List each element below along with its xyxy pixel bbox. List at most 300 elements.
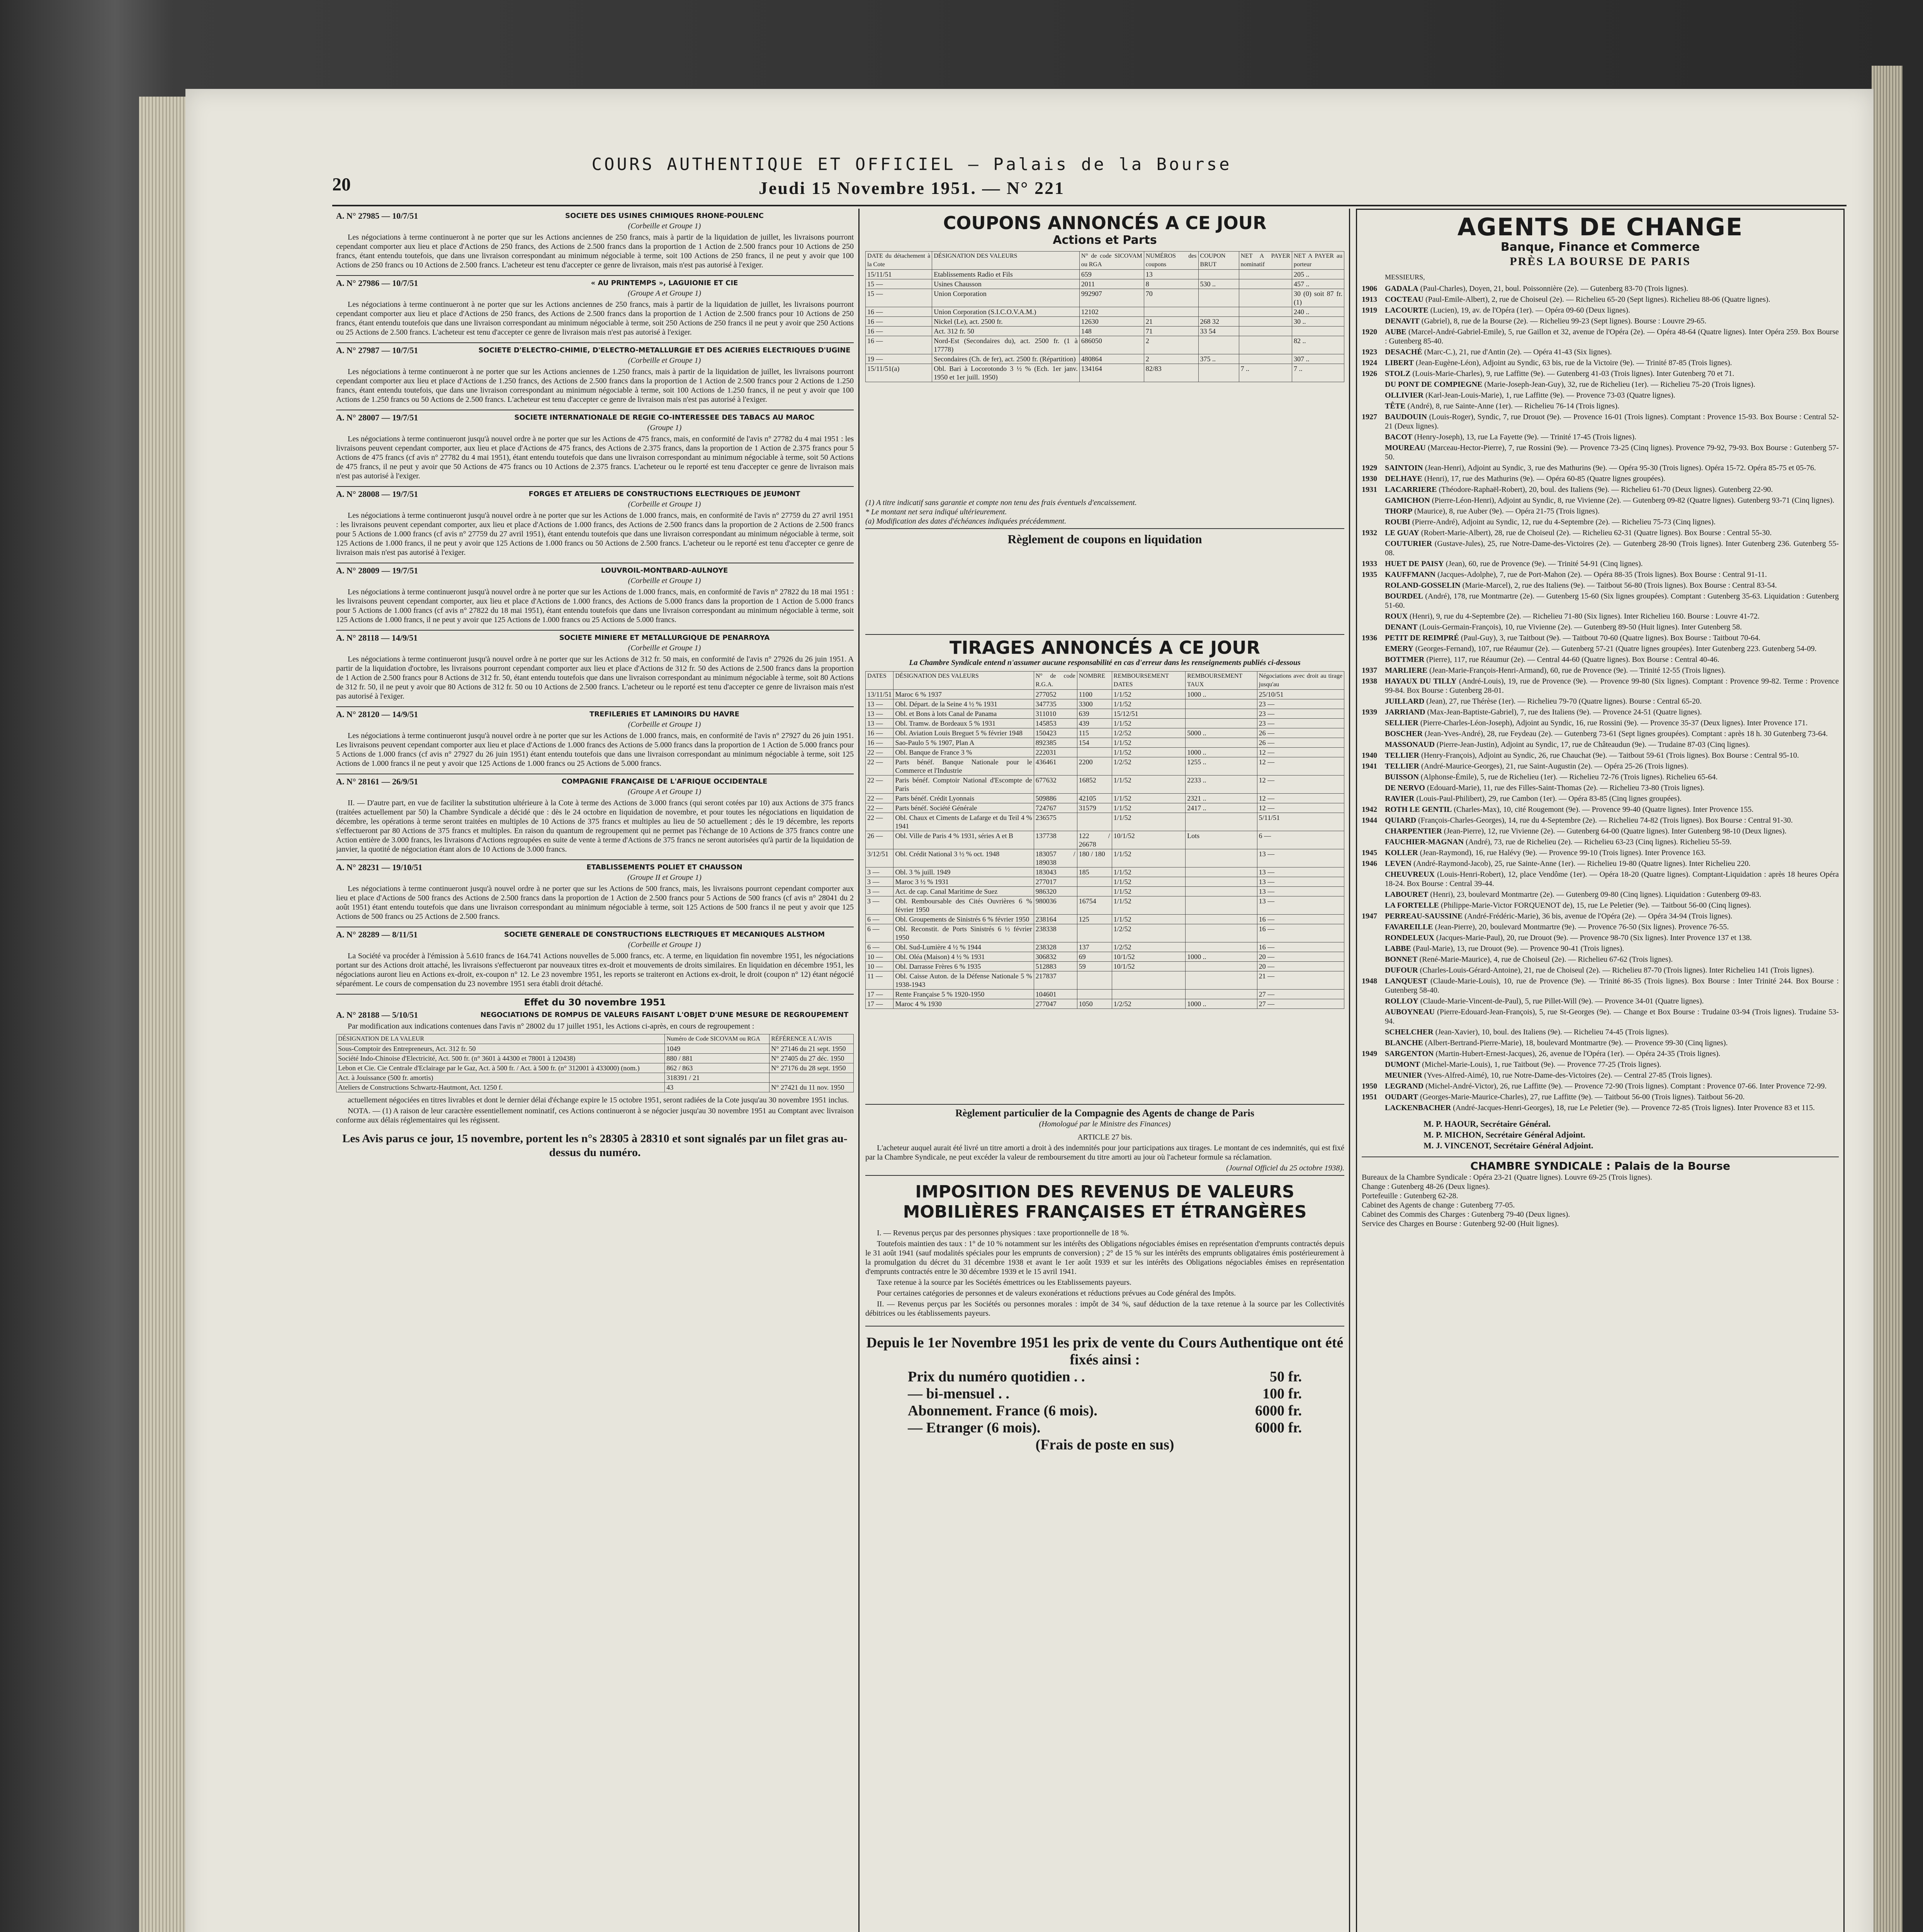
- announcement-text: Les négociations à terme continueront jusqu'à nouvel ordre à ne porter que sur les Actions de 312 fr. 50 mais, en conformité de l'avis n° 27926 du 26 juin 1951. A partir de la liquidation d'octobre, les livraisons pourront cependant comporter aux lieu et place d'Actions de 312 fr. 50 des Actions de 2.500 francs dans la proportion de 1 Action de 2.500 francs pour 8 Actions de 312 fr. 50, étant entendu toutefois que dans une livraison correspondant au minimum négociable à terme, soit 80 Actions de 312 fr. 50, il ne peut y avoir que 80 Actions de 312 fr. 50 ou 10 Actions de 2.500 francs. L'acheteur ou le reporté est tenu d'accepter ce genre de livraison mais n'est pas autorisé à l'exiger.: [336, 655, 854, 701]
- company-group: (Corbeille et Groupe 1): [628, 500, 701, 509]
- agent-body: [1385, 1071, 1712, 1080]
- announcement-company: [475, 566, 854, 586]
- agent-body: [1385, 347, 1612, 357]
- table-cell: Obl. Oléa (Maison) 4 ½ % 1931: [894, 952, 1034, 962]
- agent-name: ROUBI: [1385, 518, 1410, 526]
- company-group: (Corbeille et Groupe 1): [628, 720, 701, 729]
- table-cell: 12 —: [1257, 794, 1344, 803]
- agent-entry: [1362, 581, 1839, 590]
- table-cell: 205 ..: [1292, 270, 1344, 279]
- agent-entry: [1362, 966, 1839, 975]
- table-cell: [1186, 738, 1257, 748]
- table-row: [866, 289, 1344, 307]
- table-row: [336, 1083, 854, 1092]
- table-row: [866, 867, 1344, 877]
- table-cell: 892385: [1034, 738, 1077, 748]
- agent-body: [1385, 697, 1702, 706]
- agent-year: 1936: [1362, 634, 1377, 642]
- agent-body: [1385, 412, 1839, 431]
- table-cell: 222031: [1034, 748, 1077, 757]
- table-header: Négociations avec droit au tirage jusqu'au: [1257, 672, 1344, 690]
- agent-year: [1362, 1027, 1385, 1037]
- table-cell: [1186, 813, 1257, 831]
- agent-details: (Jean-Eugène-Léon), Adjoint au Syndic, 63 bis, rue de la Victoire (9e). — Trinité 87-85 (Trois lignes).: [1415, 359, 1732, 367]
- price-row: [865, 1402, 1344, 1419]
- table-cell: 22 —: [866, 794, 894, 803]
- coupon-note: (1) A titre indicatif sans garantie et compte non tenu des frais éventuels d'encaissement.: [865, 498, 1137, 507]
- announcement: [336, 413, 854, 481]
- table-row: [866, 887, 1344, 896]
- table-cell: Parts bénéf. Société Générale: [894, 803, 1034, 813]
- issue-date: Jeudi 15 Novembre 1951. — N° 221: [758, 178, 1065, 198]
- table-cell: 26 —: [866, 831, 894, 849]
- agent-body: [1385, 729, 1828, 738]
- table-cell: 6 —: [1257, 831, 1344, 849]
- table-cell: 33 54: [1198, 327, 1239, 336]
- agent-year: [1362, 901, 1385, 910]
- agent-entry: [1362, 644, 1839, 653]
- agent-entry: [1362, 944, 1839, 953]
- table-cell: 659: [1079, 270, 1144, 279]
- table-cell: 180 / 180: [1077, 849, 1112, 867]
- table-cell: 19 —: [866, 354, 932, 364]
- agent-details: (René-Marie-Maurice), 4, rue de Choiseul (2e). — Richelieu 67-62 (Trois lignes).: [1419, 955, 1673, 964]
- table-cell: [1186, 971, 1257, 990]
- agent-body: [1385, 740, 1750, 749]
- agent-entry: [1362, 816, 1839, 825]
- table-cell: [1186, 990, 1257, 999]
- agent-entry: [1362, 827, 1839, 836]
- table-cell: 16 —: [866, 728, 894, 738]
- agent-name: CHEUVREUX: [1385, 870, 1435, 879]
- agent-body: [1385, 327, 1839, 346]
- agent-details: (Martin-Hubert-Ernest-Jacques), 26, avenue de l'Opéra (1er). — Opéra 24-35 (Trois lignes).: [1435, 1049, 1721, 1058]
- agent-details: (Henry-François), Adjoint au Syndic, 26, rue Chauchat (9e). — Taitbout 59-61 (Trois lignes). Box Bourse : Central 95-10.: [1421, 751, 1799, 760]
- agent-year: 1945: [1362, 849, 1377, 857]
- agent-entry: [1362, 912, 1839, 921]
- table-cell: 1/1/52: [1112, 867, 1185, 877]
- agent-year: 1933: [1362, 560, 1377, 568]
- table-cell: 15/11/51: [866, 270, 932, 279]
- regroupement-announcement: [336, 1010, 854, 1125]
- agent-name: DE NERVO: [1385, 784, 1425, 792]
- table-cell: [1292, 327, 1344, 336]
- company-name: COMPAGNIE FRANÇAISE DE L'AFRIQUE OCCIDENTALE: [561, 777, 768, 786]
- table-cell: [1186, 887, 1257, 896]
- agent-body: [1385, 391, 1675, 400]
- table-row: [866, 327, 1344, 336]
- agent-entry: [1362, 633, 1839, 643]
- table-cell: [1144, 307, 1198, 317]
- agent-body: [1385, 859, 1750, 868]
- table-cell: [1077, 990, 1112, 999]
- table-row: [866, 915, 1344, 924]
- announcement-text: La Société va procéder à l'émission à 5.610 francs de 164.741 Actions nouvelles de 5.000 francs, etc. A terme, en liquidation fin novembre 1951, les négociations portant sur des Actions droit attaché, les livraisons s'effectueront par nouveaux titres ex-droit et mouvements de droits similaires. En liquidation en décembre 1951, les négociations auront lieu en Actions ex-droit, ex-coupon n° 12. Le 23 novembre 1951, les reports se traiteront en Actions ex-droit, le droit (coupon n° 12) étant négocié séparément. Le cours de compensation du 23 novembre 1951 sera établi droit détaché.: [336, 952, 854, 988]
- table-cell: 2011: [1079, 279, 1144, 289]
- price-value: 100 fr.: [1262, 1386, 1302, 1402]
- agent-details: (Jean-Marie-François-Henri-Armand), 60, rue de Provence (9e). — Trinité 12-55 (Trois lignes).: [1429, 666, 1726, 675]
- table-row: [866, 728, 1344, 738]
- agent-details: (Henri), 9, rue du 4-Septembre (2e). — Richelieu 71-80 (Six lignes). Inter Richelieu 160. Bourse : Louvre 41-72.: [1409, 612, 1760, 621]
- agent-name: LABBE: [1385, 944, 1411, 953]
- table-cell: 6 —: [866, 942, 894, 952]
- table-cell: Obl. Tramw. de Bordeaux 5 % 1931: [894, 719, 1034, 728]
- agent-year: 1913: [1362, 295, 1377, 304]
- table-cell: 8: [1144, 279, 1198, 289]
- agent-details: (Henri), 23, boulevard Montmartre (2e). — Gutenberg 09-80 (Cinq lignes). Liquidation : Gutenberg 09-83.: [1430, 890, 1762, 899]
- agent-entry: [1362, 380, 1839, 389]
- agent-entry: [1362, 1038, 1839, 1048]
- price-label: Prix du numéro quotidien . .: [908, 1369, 1085, 1385]
- agent-body: [1385, 432, 1636, 442]
- agent-name: DESACHÉ: [1385, 348, 1422, 356]
- announcement-text: Les négociations à terme continueront jusqu'à nouvel ordre à ne porter que sur les Actions de 1.000 francs, mais, en conformité de l'avis n° 27927 du 26 juin 1951. Les livraisons peuvent cependant comporter aux lieu et place d'Actions de 1.000 francs des Actions de 5.000 francs dans la proportion de 1 Action de 5.000 francs pour 5 Actions de 1.000 francs (cf avis n° 27927 du 26 juin 1951) étant entendu toutefois que dans une livraison correspondant au minimum négociable à terme, soit 125 Actions de 1.000 francs il ne peut y avoir que 125 Actions de 1.000 francs ou 25 Actions de 5.000 francs.: [336, 731, 854, 768]
- table-cell: 1/1/52: [1112, 813, 1185, 831]
- agent-year: [1362, 432, 1385, 442]
- agent-name: PETIT DE REIMPRÉ: [1385, 634, 1459, 642]
- agent-body: [1385, 707, 1702, 717]
- agent-body: [1385, 592, 1839, 610]
- table-cell: 13 —: [1257, 867, 1344, 877]
- agent-entry: [1362, 391, 1839, 400]
- announcement-company: [475, 862, 854, 883]
- table-cell: 125: [1077, 915, 1112, 924]
- agent-year: [1362, 1060, 1385, 1069]
- announcement-company: [475, 278, 854, 298]
- agent-entry: [1362, 655, 1839, 664]
- agent-body: [1385, 570, 1767, 579]
- agent-details: (André), 73, rue de Richelieu (2e). — Richelieu 63-23 (Cinq lignes). Richelieu 55-59.: [1466, 838, 1732, 846]
- table-cell: Union Corporation (S.I.C.O.V.A.M.): [932, 307, 1080, 317]
- agent-details: (Jean), 27, rue Thérèse (1er). — Richelieu 79-70 (Quatre lignes). Bourse : Central 65-20.: [1426, 697, 1702, 706]
- agent-entry: [1362, 1007, 1839, 1026]
- secretaries: [1424, 1119, 1839, 1151]
- price-value: 50 fr.: [1269, 1369, 1302, 1385]
- agent-body: [1385, 622, 1742, 632]
- table-cell: 1/1/52: [1112, 887, 1185, 896]
- imposition-text: [865, 1228, 1344, 1318]
- table-cell: 13 —: [1257, 887, 1344, 896]
- agent-body: [1385, 517, 1716, 527]
- table-row: [866, 709, 1344, 719]
- agent-details: (Georges-Fernand), 107, rue Réaumur (2e). — Gutenberg 57-21 (Quatre lignes groupées). Inter Gutenberg 223. Gutenberg 54-09.: [1415, 645, 1817, 653]
- table-cell: 6 —: [866, 924, 894, 942]
- announcement-text: Les négociations à terme continueront à ne porter que sur les Actions anciennes de 250 francs, mais à partir de la liquidation de juillet, les livraisons pourront cependant comporter aux lieu et place d'Actions de 250 francs, des Actions de 2.500 francs dans la proportion de 1 Action de 2.500 francs pour 10 Actions de 250 francs, étant entendu toutefois, que dans une livraison correspondant au minimum négociable à terme, soit 100 Actions de 250 francs, il ne peut y avoir que 100 Actions de 250 francs ou 10 Actions de 2.500 francs. L'acheteur est tenu d'accepter ce genre de livraison, mais n'est pas autorisé à l'exiger.: [336, 233, 854, 269]
- agent-body: [1385, 677, 1839, 695]
- table-row: [866, 719, 1344, 728]
- agent-details: (Claude-Marie-Vincent-de-Paul), 5, rue Pillet-Will (9e). — Provence 34-01 (Quatre lignes).: [1420, 997, 1704, 1005]
- table-cell: 10 —: [866, 952, 894, 962]
- agent-name: BACOT: [1385, 433, 1413, 441]
- table-cell: 16 —: [1257, 915, 1344, 924]
- agent-entry: [1362, 1049, 1839, 1058]
- agent-entry: [1362, 1060, 1839, 1069]
- agent-year: [1362, 933, 1385, 942]
- table-cell: Act. à Jouissance (500 fr. amortis): [336, 1073, 665, 1083]
- table-cell: 1/2/52: [1112, 999, 1185, 1009]
- table-cell: [1239, 336, 1292, 354]
- company-group: (Groupe A et Groupe 1): [628, 289, 701, 298]
- agent-year: [1362, 612, 1385, 621]
- agent-year: [1362, 955, 1385, 964]
- agent-details: (Pierre-Jean-Justin), Adjoint au Syndic, 17, rue de Châteaudun (9e). — Trudaine 87-03 (Cinq lignes).: [1436, 740, 1750, 749]
- left-column: [336, 209, 854, 1932]
- agent-body: [1385, 1038, 1728, 1048]
- table-cell: 1/1/52: [1112, 915, 1185, 924]
- agent-name: HUET DE PAISY: [1385, 560, 1444, 568]
- table-cell: 2233 ..: [1186, 776, 1257, 794]
- table-cell: 10 —: [866, 962, 894, 971]
- agent-details: (Marie-Marcel), 2, rue des Italiens (9e). — Taitbout 56-80 (Trois lignes). Box Bourse : Central 83-54.: [1462, 581, 1777, 590]
- divider: [336, 630, 854, 631]
- agent-year: [1362, 443, 1385, 462]
- table-cell: Sao-Paulo 5 % 1907, Plan A: [894, 738, 1034, 748]
- table-cell: 238338: [1034, 924, 1077, 942]
- column-divider-2: [1349, 209, 1350, 1932]
- table-cell: Obl. Départ. de la Seine 4 ½ % 1931: [894, 699, 1034, 709]
- table-row: [866, 738, 1344, 748]
- agent-details: (Gabriel), 8, rue de la Bourse (2e). — Richelieu 99-23 (Sept lignes). Bourse : Louvre 29-65.: [1421, 317, 1707, 325]
- table-cell: Union Corporation: [932, 289, 1080, 307]
- agent-details: (André-Raymond-Jacob), 25, rue Sainte-Anne (1er). — Richelieu 19-80 (Quatre lignes). Inter Richelieu 220.: [1413, 859, 1751, 868]
- table-cell: [770, 1073, 854, 1083]
- table-cell: 69: [1077, 952, 1112, 962]
- table-cell: 12 —: [1257, 803, 1344, 813]
- regroup-after: actuellement négociées en titres livrables et dont le dernier délai d'échange expire le 15 octobre 1951, seront radiées de la Cote jusqu'au 30 novembre 1951 inclus.: [348, 1096, 849, 1104]
- agent-name: GAMICHON: [1385, 496, 1430, 505]
- table-cell: [1112, 990, 1185, 999]
- table-cell: 26 —: [1257, 738, 1344, 748]
- agent-details: (André-Louis), 19, rue de Provence (9e). — Provence 99-80 (Six lignes). Comptant : Provence 99-82. Terme : Provence 99-84. Box Bourse : Gutenberg 28-01.: [1385, 677, 1839, 695]
- table-cell: 10/1/52: [1112, 952, 1185, 962]
- table-cell: 986320: [1034, 887, 1077, 896]
- table-cell: 15 —: [866, 279, 932, 289]
- prix-intro: Depuis le 1er Novembre 1951 les prix de vente du Cours Authentique ont été fixés ainsi :: [866, 1335, 1344, 1368]
- table-cell: 1/2/52: [1112, 942, 1185, 952]
- table-cell: 1/2/52: [1112, 757, 1185, 776]
- agent-details: (Marceau-Hector-Pierre), 7, rue Rossini (9e). — Provence 73-25 (Cinq lignes). Provence 79-92, 79-93. Box Bourse : Gutenberg 57-50.: [1385, 444, 1839, 461]
- table-cell: [1186, 719, 1257, 728]
- announcement: [336, 633, 854, 701]
- announcement-ref: A. N° 27986 — 10/7/51: [336, 278, 418, 288]
- agent-entry: [1362, 496, 1839, 505]
- table-cell: [1198, 364, 1239, 382]
- table-header: DATES: [866, 672, 894, 690]
- agent-entry: [1362, 772, 1839, 782]
- agent-name: OUDART: [1385, 1093, 1418, 1101]
- agent-year: 1931: [1362, 485, 1377, 494]
- table-cell: Maroc 4 % 1930: [894, 999, 1034, 1009]
- divider: [336, 275, 854, 276]
- table-row: [336, 1063, 854, 1073]
- chambre-line: Bureaux de la Chambre Syndicale : Opéra 23-21 (Quatre lignes). Louvre 69-25 (Trois lignes).: [1362, 1173, 1652, 1182]
- agent-body: [1385, 805, 1753, 814]
- agent-details: (Pierre-Edouard-Jean-François), 5, rue St-Georges (9e). — Change et Box Bourse : Trudaine 03-94 (Trois lignes). Trudaine 53-94.: [1385, 1008, 1839, 1026]
- agent-entry: [1362, 570, 1839, 579]
- agent-body: [1385, 369, 1734, 378]
- table-cell: 1000 ..: [1186, 999, 1257, 1009]
- agent-details: (Michel-André-Victor), 26, rue Laffitte (9e). — Provence 72-90 (Trois lignes). Comptant : Provence 07-66. Inter Provence 72-99.: [1425, 1082, 1827, 1090]
- agent-year: [1362, 507, 1385, 516]
- table-cell: 21: [1144, 317, 1198, 327]
- table-cell: 26 —: [1257, 728, 1344, 738]
- coupon-note: * Le montant net sera indiqué ultérieurement.: [865, 508, 1007, 516]
- table-cell: 1049: [665, 1044, 770, 1054]
- agent-year: [1362, 783, 1385, 793]
- table-cell: 277047: [1034, 999, 1077, 1009]
- agent-entry: [1362, 306, 1839, 315]
- company-group: (Corbeille et Groupe 1): [628, 222, 701, 230]
- agent-year: 1930: [1362, 474, 1377, 483]
- agent-year: 1939: [1362, 708, 1377, 716]
- secretary: M. J. VINCENOT, Secrétaire Général Adjoint.: [1424, 1141, 1593, 1150]
- table-cell: [1186, 709, 1257, 719]
- table-cell: 12630: [1079, 317, 1144, 327]
- table-cell: 82/83: [1144, 364, 1198, 382]
- agent-year: 1919: [1362, 306, 1377, 315]
- table-cell: [1077, 748, 1112, 757]
- agent-details: (Louis-Marie-Charles), 9, rue Laffitte (9e). — Gutenberg 41-03 (Trois lignes). Inter Gutenberg 70 et 71.: [1412, 369, 1734, 378]
- table-row: [866, 896, 1344, 915]
- table-cell: Secondaires (Ch. de fer), act. 2500 fr. (Répartition): [932, 354, 1080, 364]
- table-header: NET A PAYER au porteur: [1292, 252, 1344, 270]
- agent-name: LACKENBACHER: [1385, 1104, 1451, 1112]
- chambre-line: Service des Charges en Bourse : Gutenberg 92-00 (Huit lignes).: [1362, 1219, 1559, 1228]
- announcement-list: [336, 211, 854, 995]
- agent-name: ROLLOY: [1385, 997, 1418, 1005]
- table-cell: 134164: [1079, 364, 1144, 382]
- reglement-particulier-sub: (Homologué par le Ministre des Finances): [1039, 1120, 1171, 1128]
- coupons-notes: [865, 498, 1344, 526]
- announcement-ref: A. N° 28231 — 19/10/51: [336, 862, 423, 872]
- agent-year: [1362, 870, 1385, 888]
- agent-entry: [1362, 517, 1839, 527]
- table-cell: Etablissements Radio et Fils: [932, 270, 1080, 279]
- table-cell: 277052: [1034, 690, 1077, 699]
- agent-entry: [1362, 740, 1839, 749]
- secretary: M. P. MICHON, Secrétaire Général Adjoint.: [1424, 1130, 1585, 1139]
- table-cell: 1100: [1077, 690, 1112, 699]
- agent-details: (Lucien), 19, av. de l'Opéra (1er). — Opéra 09-60 (Deux lignes).: [1430, 306, 1630, 315]
- table-row: [866, 803, 1344, 813]
- agent-entry: [1362, 401, 1839, 411]
- agent-body: [1385, 1082, 1827, 1091]
- agent-name: DUMONT: [1385, 1060, 1420, 1069]
- announcement-text: Les négociations à terme continueront jusqu'à nouvel ordre à ne porter que sur les Actions de 1.000 francs, mais, en conformité de l'avis n° 27822 du 18 mai 1951 : les livraisons peuvent cependant comporter, aux lieu et place d'Actions de 1.000 francs, des Actions de 5.000 francs dans la proportion de 1 Action de 5.000 francs pour 5 Actions de 1.000 francs (cf avis n° 27822 du 18 mai 1951), étant entendu toutefois que dans une livraison correspondant au minimum négociable à terme, soit 125 Actions de 1.000 francs, il ne peut y avoir que 125 Actions de 1.000 francs ou 25 Actions de 5.000 francs.: [336, 588, 854, 624]
- agent-year: [1362, 718, 1385, 728]
- agent-year: [1362, 401, 1385, 411]
- agent-details: (Philippe-Marie-Victor FORQUENOT de), 15, rue Le Peletier (9e). — Taitbout 56-00 (Cinq lignes).: [1441, 901, 1751, 910]
- table-cell: 150423: [1034, 728, 1077, 738]
- announcement: [336, 709, 854, 768]
- table-cell: 27 —: [1257, 999, 1344, 1009]
- announcement-ref: A. N° 28289 — 8/11/51: [336, 930, 418, 939]
- table-cell: N° 27176 du 28 sept. 1950: [770, 1063, 854, 1073]
- regroup-table: [336, 1034, 854, 1092]
- agent-body: [1385, 944, 1624, 953]
- table-row: [866, 999, 1344, 1009]
- table-cell: Act. de cap. Canal Maritime de Suez: [894, 887, 1034, 896]
- table-cell: 22 —: [866, 776, 894, 794]
- agent-name: COCTEAU: [1385, 295, 1424, 304]
- agent-name: BOURDEL: [1385, 592, 1423, 600]
- agent-year: [1362, 966, 1385, 975]
- table-header: Numéro de Code SICOVAM ou RGA: [665, 1034, 770, 1044]
- table-cell: 686050: [1079, 336, 1144, 354]
- agent-name: QUIARD: [1385, 816, 1417, 825]
- table-cell: 15/12/51: [1112, 709, 1185, 719]
- table-cell: Sous-Comptoir des Entrepreneurs, Act. 312 fr. 50: [336, 1044, 665, 1054]
- table-cell: 13 —: [866, 699, 894, 709]
- agent-year: 1948: [1362, 977, 1377, 985]
- table-cell: 2417 ..: [1186, 803, 1257, 813]
- announcement: [336, 211, 854, 270]
- table-cell: [1239, 327, 1292, 336]
- table-cell: [1186, 699, 1257, 709]
- announcement-ref: A. N° 28008 — 19/7/51: [336, 489, 418, 499]
- table-cell: 148: [1079, 327, 1144, 336]
- agent-body: [1385, 644, 1817, 653]
- table-cell: 1/1/52: [1112, 896, 1185, 915]
- agent-entry: [1362, 697, 1839, 706]
- announcement-company: NEGOCIATIONS DE ROMPUS DE VALEURS FAISANT L'OBJET D'UNE MESURE DE REGROUPEMENT: [480, 1011, 849, 1019]
- table-cell: Ateliers de Constructions Schwartz-Hautmont, Act. 1250 f.: [336, 1083, 665, 1092]
- agent-body: [1385, 870, 1839, 888]
- agent-name: ROLAND-GOSSELIN: [1385, 581, 1461, 590]
- agent-body: [1385, 306, 1630, 315]
- agent-name: DU PONT DE COMPIEGNE: [1385, 380, 1483, 389]
- agent-details: (Yves-Alfred-Aimé), 10, rue Notre-Dame-des-Victoires (2e). — Central 27-85 (Trois lignes).: [1424, 1071, 1712, 1080]
- table-cell: Obl. Groupements de Sinistrés 6 % février 1950: [894, 915, 1034, 924]
- table-header: DÉSIGNATION DE LA VALEUR: [336, 1034, 665, 1044]
- agent-entry: [1362, 443, 1839, 462]
- table-cell: 15 —: [866, 289, 932, 307]
- agent-entry: [1362, 794, 1839, 803]
- agent-name: DENANT: [1385, 623, 1418, 631]
- table-cell: 20 —: [1257, 962, 1344, 971]
- divider: [336, 859, 854, 860]
- agent-year: [1362, 837, 1385, 847]
- agent-name: BLANCHE: [1385, 1039, 1423, 1047]
- table-cell: [1198, 336, 1239, 354]
- agent-entry: [1362, 592, 1839, 610]
- table-cell: Lebon et Cie. Cie Centrale d'Eclairage par le Gaz, Act. à 500 fr. / Act. à 500 fr. (n° 312001 à 433000) (nom.): [336, 1063, 665, 1073]
- table-cell: 1000 ..: [1186, 690, 1257, 699]
- table-cell: Parts bénéf. Crédit Lyonnais: [894, 794, 1034, 803]
- tirages-subtitle: La Chambre Syndicale entend n'assumer aucune responsabilité en cas d'erreur dans les renseignements publiés ci-dessous: [909, 658, 1301, 667]
- agent-entry: [1362, 316, 1839, 326]
- agent-name: RONDELEUX: [1385, 934, 1434, 942]
- chambre-title: CHAMBRE SYNDICALE : Palais de la Bourse: [1470, 1160, 1730, 1172]
- agent-year: 1924: [1362, 359, 1377, 367]
- table-cell: 1/1/52: [1112, 803, 1185, 813]
- table-cell: 12 —: [1257, 757, 1344, 776]
- table-cell: 59: [1077, 962, 1112, 971]
- table-cell: [1186, 896, 1257, 915]
- table-cell: 16 —: [866, 307, 932, 317]
- agent-details: (Alphonse-Émile), 5, rue de Richelieu (1er). — Richelieu 72-76 (Trois lignes). Richelieu 65-64.: [1420, 773, 1718, 781]
- agent-name: BOTTMER: [1385, 655, 1425, 664]
- announcement-text: Les négociations à terme continueront à ne porter que sur les Actions anciennes de 250 francs, mais à partir de la liquidation de juillet, les livraisons pourront cependant comporter aux lieu et place d'Actions de 250 francs, des Actions de 2.500 francs dans la proportion de 1 Action de 2.500 francs pour 10 Actions de 250 francs, étant entendu toutefois que dans une livraison correspondant au minimum négociable à terme, soit 250 Actions de 250 francs il ne peut y avoir que 250 Actions ou 25 Actions de 2.500 francs. L'acheteur est tenu d'accepter ce genre de livraison mais n'est pas autorisé à l'exiger.: [336, 300, 854, 337]
- agent-name: ROTH LE GENTIL: [1385, 805, 1452, 814]
- agent-year: 1932: [1362, 529, 1377, 537]
- announcement-text: Les négociations à terme continueront jusqu'à nouvel ordre à ne porter que sur les Actions de 500 francs, mais, les livraisons pourront cependant comporter aux lieu et place d'Actions de 500 francs des Actions de 2.500 francs dans la proportion de 1 Action de 2.500 francs pour 5 Actions de 500 francs (cf avis n° 28041 du 2 août 1951) étant entendu toutefois que dans une livraison correspondant au minimum négociable à terme, soit 125 Actions de 500 francs il ne peut y avoir que 125 Actions de 500 francs ou 25 Actions de 2.500 francs.: [336, 884, 854, 921]
- table-cell: 104601: [1034, 990, 1077, 999]
- table-cell: 10/1/52: [1112, 831, 1185, 849]
- agent-details: (Paul-Marie), 13, rue Drouot (9e). — Provence 90-41 (Trois lignes).: [1413, 944, 1624, 953]
- agent-body: [1385, 655, 1719, 664]
- agent-details: (Paul-Guy), 3, rue Taitbout (9e). — Taitbout 70-60 (Quatre lignes). Box Bourse : Taitbout 70-64.: [1461, 634, 1761, 642]
